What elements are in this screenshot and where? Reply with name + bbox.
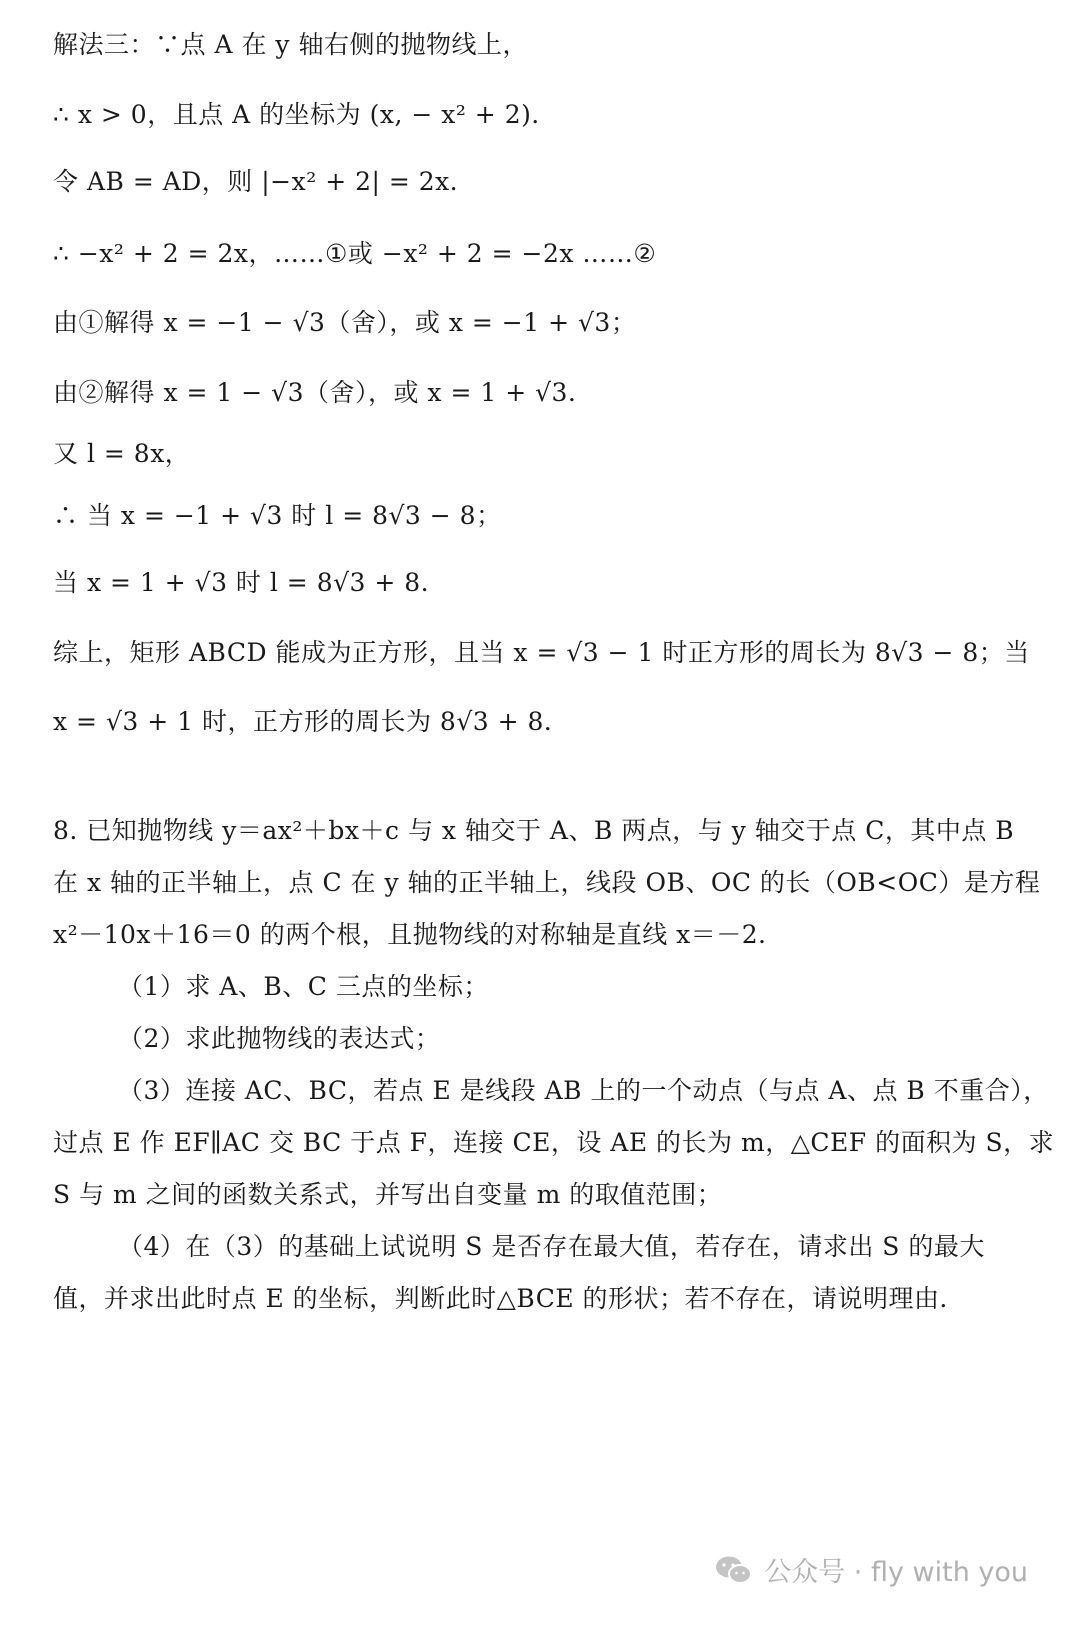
solution-line: x = √3 + 1 时，正方形的周长为 8√3 + 8． [53, 707, 570, 736]
solution-line: 由②解得 x = 1 − √3（舍），或 x = 1 + √3． [53, 378, 594, 407]
problem-subquestion: （3）连接 AC、BC，若点 E 是线段 AB 上的一个动点（与点 A、点 B 不重合）， [118, 1076, 1049, 1105]
watermark [714, 1550, 1028, 1589]
solution-line: 综上，矩形 ABCD 能成为正方形，且当 x = √3 − 1 时正方形的周长为 8√3 − 8；当 [53, 638, 1030, 667]
problem-line: 过点 E 作 EF∥AC 交 BC 于点 F，连接 CE，设 AE 的长为 m，△CEF 的面积为 S，求 [53, 1128, 1055, 1157]
wechat-icon [714, 1554, 754, 1586]
solution-line: 令 AB = AD，则 |−x² + 2| = 2x． [53, 167, 476, 196]
problem-subquestion: （4）在（3）的基础上试说明 S 是否存在最大值，若存在，请求出 S 的最大 [118, 1232, 985, 1261]
solution-line: 当 x = 1 + √3 时 l = 8√3 + 8． [53, 568, 447, 597]
problem-line: x²－10x＋16＝0 的两个根，且抛物线的对称轴是直线 x＝－2． [53, 920, 784, 949]
solution-line: 由①解得 x = −1 − √3（舍），或 x = −1 + √3； [53, 308, 637, 337]
problem-subquestion: （2）求此抛物线的表达式； [118, 1024, 441, 1053]
problem-subquestion: （1）求 A、B、C 三点的坐标； [118, 972, 489, 1001]
problem-line: 值，并求出此时点 E 的坐标，判断此时△BCE 的形状；若不存在，请说明理由． [53, 1284, 966, 1313]
problem-line: 在 x 轴的正半轴上，点 C 在 y 轴的正半轴上，线段 OB、OC 的长（OB<OC）是方程 [53, 868, 1041, 897]
problem-line: S 与 m 之间的函数关系式，并写出自变量 m 的取值范围； [53, 1180, 723, 1209]
solution-line: 解法三：∵点 A 在 y 轴右侧的抛物线上， [53, 30, 528, 59]
solution-line: 又 l = 8x， [53, 439, 191, 468]
solution-line: ∴ 当 x = −1 + √3 时 l = 8√3 − 8； [53, 501, 502, 530]
solution-line: ∴ x > 0，且点 A 的坐标为 (x, − x² + 2)． [53, 100, 557, 129]
watermark-text: 公众号 · fly with you [764, 1557, 1028, 1588]
problem-line: 8. 已知抛物线 y＝ax²＋bx＋c 与 x 轴交于 A、B 两点，与 y 轴交于点 C，其中点 B [53, 816, 1015, 845]
solution-line: ∴ −x² + 2 = 2x，……①或 −x² + 2 = −2x ……② [53, 239, 657, 268]
